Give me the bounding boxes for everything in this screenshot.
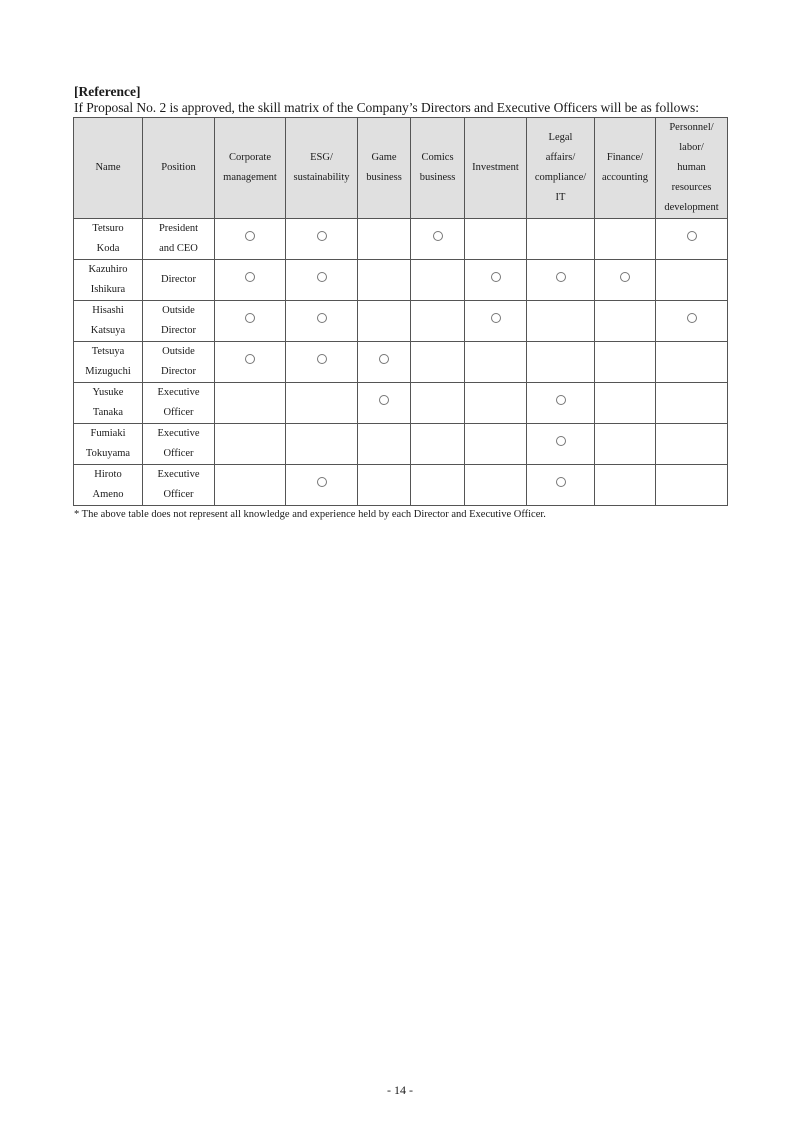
circle-mark-icon xyxy=(379,354,389,364)
skill-cell xyxy=(465,342,527,383)
skill-cell xyxy=(595,342,656,383)
circle-mark-icon xyxy=(687,231,697,241)
skill-cell xyxy=(527,465,595,506)
column-header: Legal affairs/ compliance/ IT xyxy=(527,118,595,219)
circle-mark-icon xyxy=(379,395,389,405)
circle-mark-icon xyxy=(556,272,566,282)
position-cell: Executive Officer xyxy=(143,424,215,465)
skill-cell xyxy=(465,301,527,342)
skill-cell xyxy=(411,219,465,260)
skill-cell xyxy=(465,424,527,465)
circle-mark-icon xyxy=(245,231,255,241)
position-cell: Outside Director xyxy=(143,342,215,383)
table-row xyxy=(74,342,728,383)
circle-mark-icon xyxy=(245,313,255,323)
circle-mark-icon xyxy=(317,231,327,241)
circle-mark-icon xyxy=(620,272,630,282)
skill-cell xyxy=(286,260,358,301)
skill-cell xyxy=(656,465,728,506)
skill-cell xyxy=(465,383,527,424)
circle-mark-icon xyxy=(556,477,566,487)
circle-mark-icon xyxy=(556,395,566,405)
skill-cell xyxy=(215,260,286,301)
skill-cell xyxy=(411,301,465,342)
circle-mark-icon xyxy=(491,272,501,282)
circle-mark-icon xyxy=(245,272,255,282)
skill-cell xyxy=(215,424,286,465)
position-cell: Outside Director xyxy=(143,301,215,342)
skill-cell xyxy=(358,260,411,301)
skill-cell xyxy=(595,424,656,465)
skill-cell xyxy=(215,342,286,383)
skill-cell xyxy=(286,301,358,342)
name-cell: Tetsuya Mizuguchi xyxy=(74,342,143,383)
table-row xyxy=(74,301,728,342)
table-row xyxy=(74,260,728,301)
circle-mark-icon xyxy=(687,313,697,323)
table-row xyxy=(74,465,728,506)
column-header: Finance/ accounting xyxy=(595,118,656,219)
column-header: Game business xyxy=(358,118,411,219)
circle-mark-icon xyxy=(433,231,443,241)
intro-text: If Proposal No. 2 is approved, the skill matrix of the Company’s Directors and Executive Officers will be as follows: xyxy=(74,100,699,115)
circle-mark-icon xyxy=(491,313,501,323)
skill-cell xyxy=(358,301,411,342)
skill-cell xyxy=(411,260,465,301)
name-cell: Fumiaki Tokuyama xyxy=(74,424,143,465)
header-row xyxy=(74,118,728,219)
skill-matrix-table xyxy=(73,117,728,506)
name-cell: Hiroto Ameno xyxy=(74,465,143,506)
skill-cell xyxy=(656,260,728,301)
skill-cell xyxy=(286,383,358,424)
footnote: * The above table does not represent all knowledge and experience held by each Director and Executive Officer. xyxy=(74,509,546,520)
skill-cell xyxy=(527,342,595,383)
skill-cell xyxy=(411,465,465,506)
skill-cell xyxy=(215,383,286,424)
position-cell: Director xyxy=(143,260,215,301)
skill-cell xyxy=(286,342,358,383)
column-header: Personnel/ labor/ human resources development xyxy=(656,118,728,219)
skill-cell xyxy=(411,342,465,383)
skill-cell xyxy=(527,383,595,424)
skill-cell xyxy=(527,301,595,342)
section-heading: [Reference] xyxy=(74,84,141,99)
skill-cell xyxy=(286,424,358,465)
skill-cell xyxy=(656,219,728,260)
circle-mark-icon xyxy=(556,436,566,446)
circle-mark-icon xyxy=(245,354,255,364)
skill-cell xyxy=(215,465,286,506)
skill-cell xyxy=(595,383,656,424)
column-header: Comics business xyxy=(411,118,465,219)
table-row xyxy=(74,219,728,260)
skill-cell xyxy=(527,424,595,465)
column-header: Name xyxy=(74,118,143,219)
skill-cell xyxy=(286,465,358,506)
skill-cell xyxy=(465,260,527,301)
circle-mark-icon xyxy=(317,313,327,323)
position-cell: Executive Officer xyxy=(143,383,215,424)
column-header: Corporate management xyxy=(215,118,286,219)
table-row xyxy=(74,424,728,465)
skill-cell xyxy=(358,424,411,465)
skill-cell xyxy=(527,219,595,260)
page-number: - 14 - xyxy=(387,1083,413,1097)
skill-cell xyxy=(465,465,527,506)
position-cell: President and CEO xyxy=(143,219,215,260)
name-cell: Kazuhiro Ishikura xyxy=(74,260,143,301)
skill-cell xyxy=(411,383,465,424)
skill-cell xyxy=(595,465,656,506)
name-cell: Yusuke Tanaka xyxy=(74,383,143,424)
circle-mark-icon xyxy=(317,477,327,487)
column-header: Investment xyxy=(465,118,527,219)
skill-cell xyxy=(358,219,411,260)
table-row xyxy=(74,383,728,424)
skill-cell xyxy=(358,342,411,383)
skill-cell xyxy=(286,219,358,260)
position-cell: Executive Officer xyxy=(143,465,215,506)
skill-cell xyxy=(527,260,595,301)
skill-cell xyxy=(358,465,411,506)
circle-mark-icon xyxy=(317,272,327,282)
skill-cell xyxy=(358,383,411,424)
skill-cell xyxy=(215,301,286,342)
skill-cell xyxy=(465,219,527,260)
skill-cell xyxy=(595,219,656,260)
skill-cell xyxy=(411,424,465,465)
column-header: ESG/ sustainability xyxy=(286,118,358,219)
skill-cell xyxy=(595,301,656,342)
column-header: Position xyxy=(143,118,215,219)
skill-cell xyxy=(595,260,656,301)
skill-cell xyxy=(656,424,728,465)
name-cell: Tetsuro Koda xyxy=(74,219,143,260)
circle-mark-icon xyxy=(317,354,327,364)
skill-cell xyxy=(656,342,728,383)
skill-cell xyxy=(656,383,728,424)
name-cell: Hisashi Katsuya xyxy=(74,301,143,342)
skill-cell xyxy=(215,219,286,260)
skill-cell xyxy=(656,301,728,342)
